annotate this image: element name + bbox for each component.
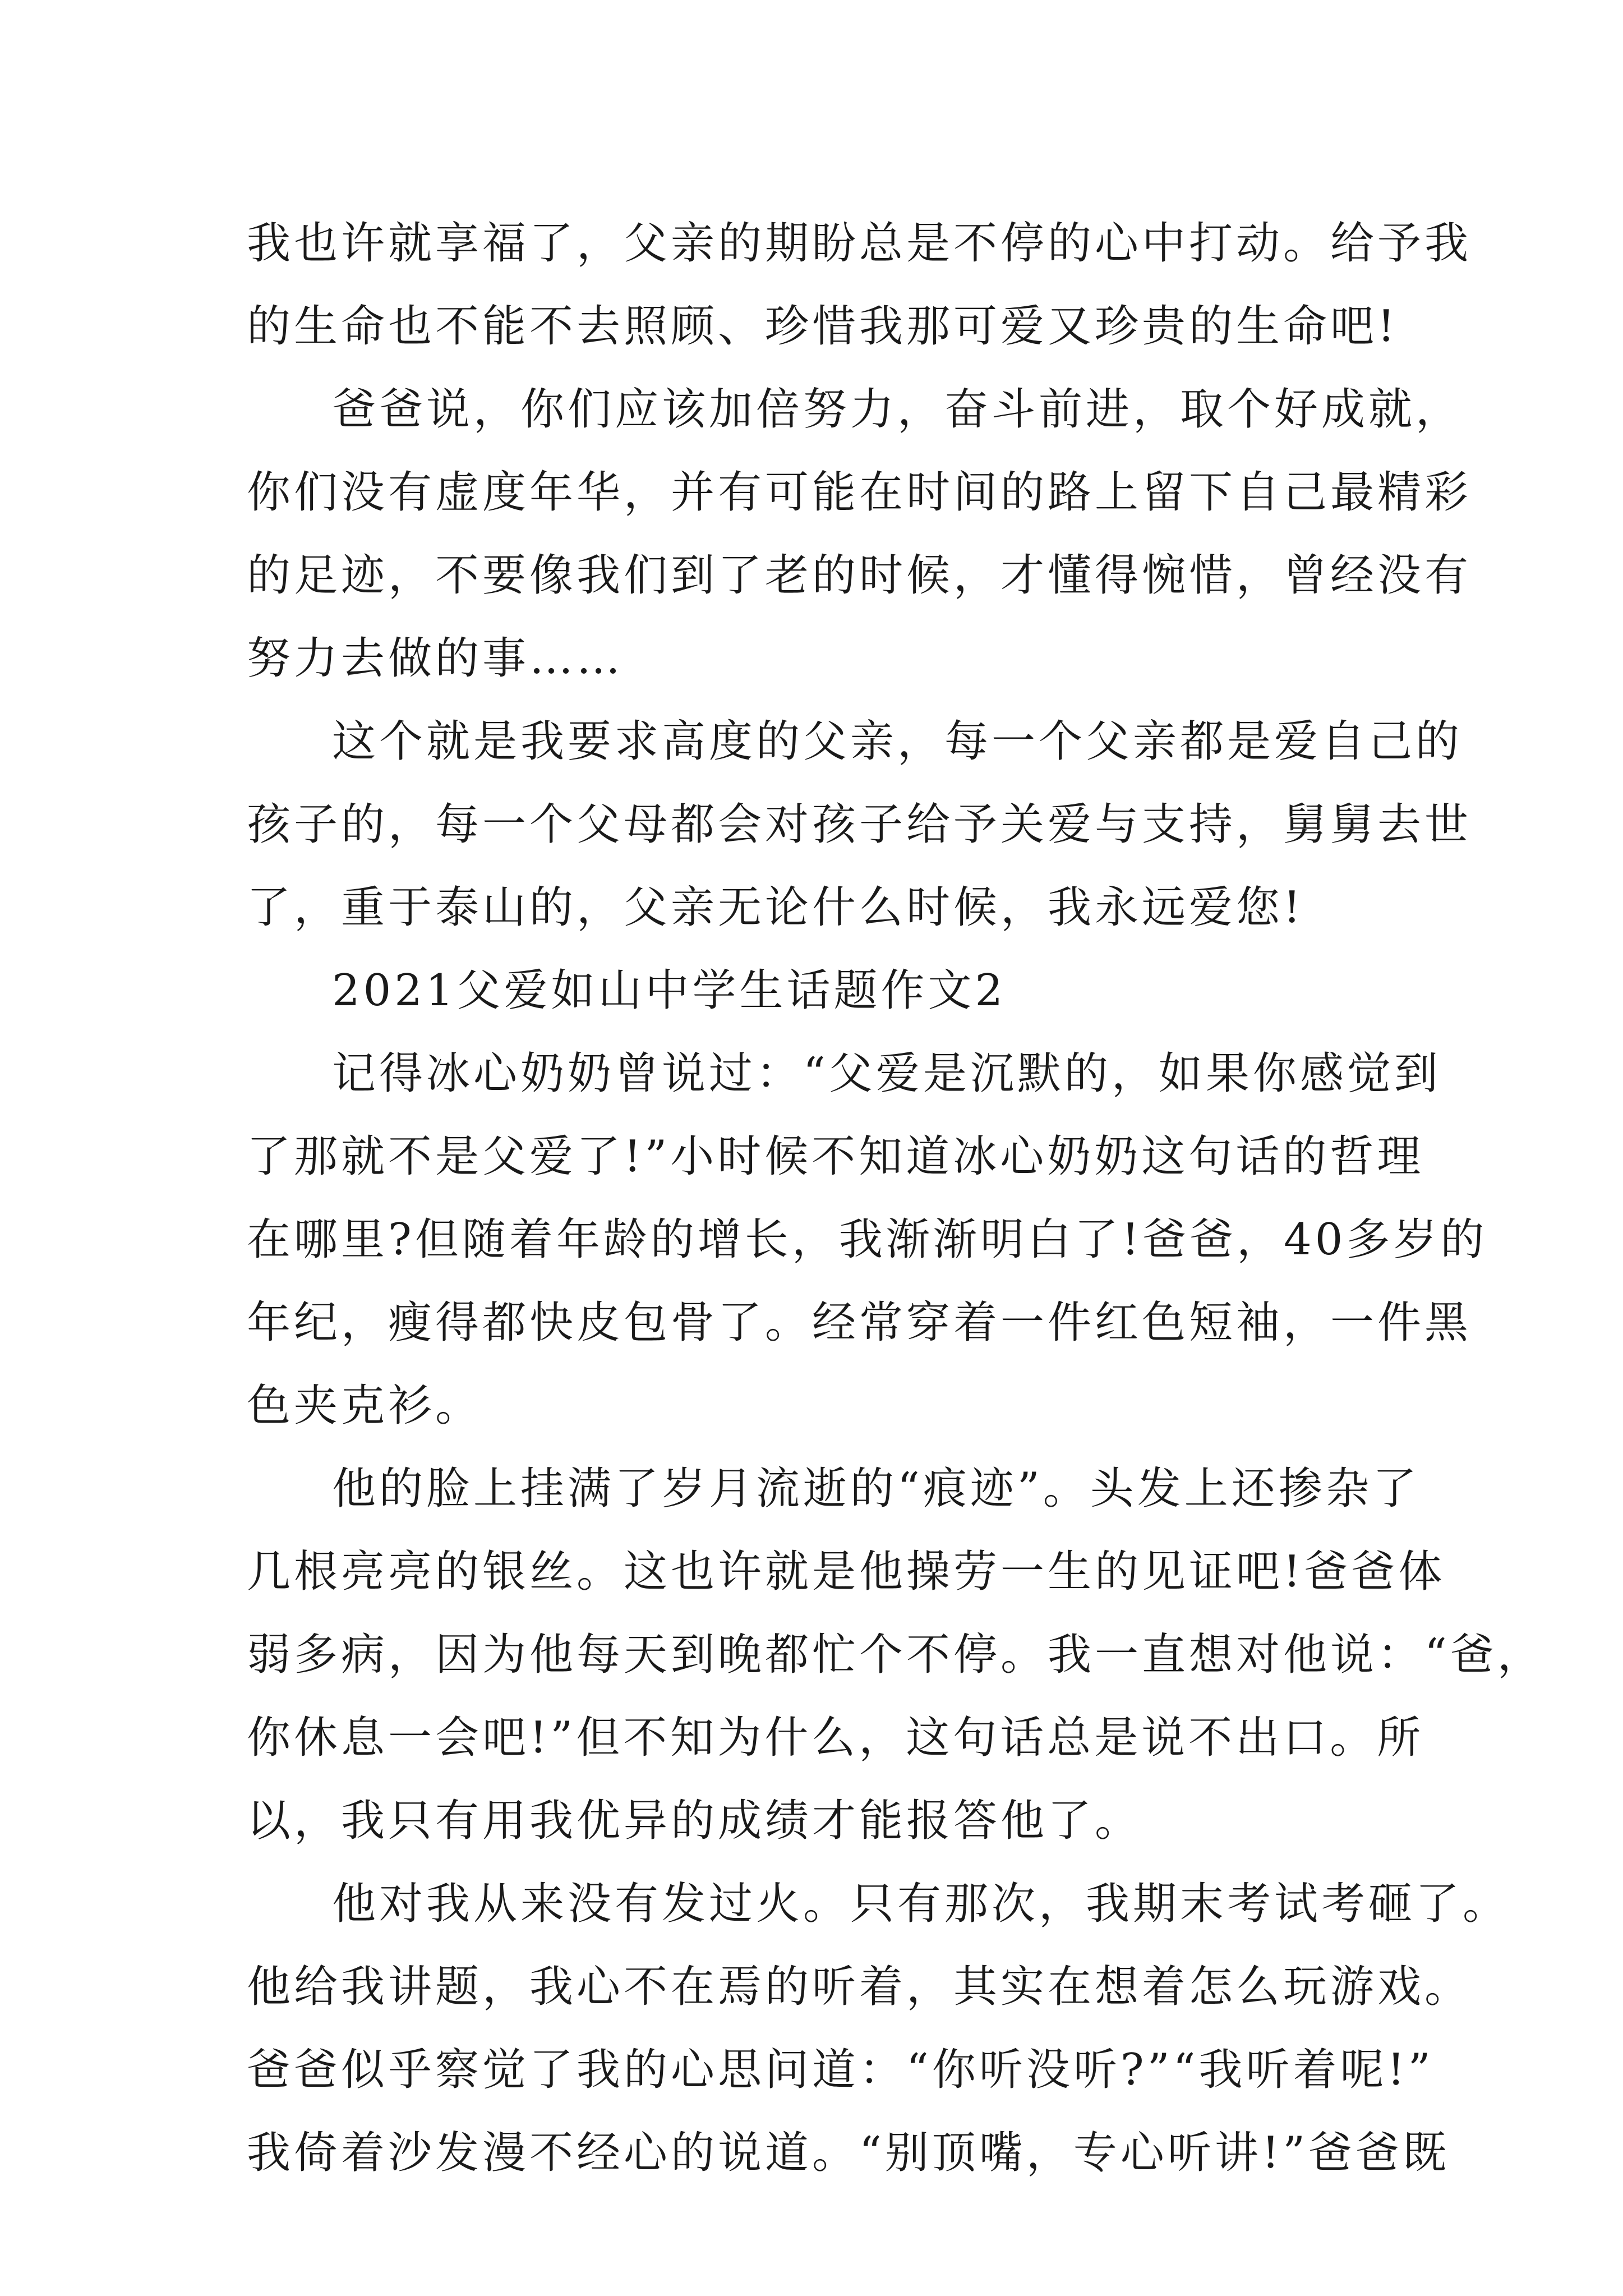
text-line: 你休息一会吧!”但不知为什么，这句话总是说不出口。所	[247, 1713, 1424, 1763]
text-line: 色夹克衫。	[247, 1381, 483, 1431]
essay-body	[247, 202, 1544, 2194]
text-line: 的足迹，不要像我们到了老的时候，才懂得惋惜，曾经没有	[247, 550, 1472, 601]
text-line: 几根亮亮的银丝。这也许就是他操劳一生的见证吧!爸爸体	[247, 1547, 1446, 1597]
paragraph-start-line: 爸爸说，你们应该加倍努力，奋斗前进，取个好成就，	[332, 384, 1463, 435]
text-line: 了那就不是父爱了!”小时候不知道冰心奶奶这句话的哲理	[247, 1131, 1424, 1182]
text-line: 年纪，瘦得都快皮包骨了。经常穿着一件红色短袖，一件黑	[247, 1297, 1472, 1348]
text-line: 弱多病，因为他每天到晚都忙个不停。我一直想对他说：“爸，	[247, 1630, 1544, 1680]
text-line: 你们没有虚度年华，并有可能在时间的路上留下自己最精彩	[247, 467, 1472, 518]
text-line: 努力去做的事……	[247, 633, 624, 684]
text-line: 了，重于泰山的，父亲无论什么时候，我永远爱您!	[247, 882, 1304, 933]
text-line: 爸爸似乎察觉了我的心思问道：“你听没听?”“我听着呢!”	[247, 2045, 1434, 2095]
text-line: 在哪里?但随着年龄的增长，我渐渐明白了!爸爸，40多岁的	[247, 1214, 1488, 1265]
text-line: 他给我讲题，我心不在焉的听着，其实在想着怎么玩游戏。	[247, 1962, 1472, 2012]
text-line: 我也许就享福了，父亲的期盼总是不停的心中打动。给予我	[247, 218, 1472, 269]
text-line: 我倚着沙发漫不经心的说道。“别顶嘴，专心听讲!”爸爸既	[247, 2128, 1450, 2178]
section-heading: 2021父爱如山中学生话题作文2	[332, 965, 1007, 1016]
paragraph-start-line: 记得冰心奶奶曾说过：“父爱是沉默的，如果你感觉到	[332, 1048, 1441, 1099]
paragraph-start-line: 这个就是我要求高度的父亲，每一个父亲都是爱自己的	[332, 716, 1463, 767]
paragraph-start-line: 他对我从来没有发过火。只有那次，我期末考试考砸了。	[332, 1879, 1510, 1929]
text-line: 的生命也不能不去照顾、珍惜我那可爱又珍贵的生命吧!	[247, 301, 1399, 352]
paragraph-start-line: 他的脸上挂满了岁月流逝的“痕迹”。头发上还掺杂了	[332, 1464, 1420, 1514]
text-line: 孩子的，每一个父母都会对孩子给予关爱与支持，舅舅去世	[247, 799, 1472, 850]
text-line: 以，我只有用我优异的成绩才能报答他了。	[247, 1796, 1142, 1846]
